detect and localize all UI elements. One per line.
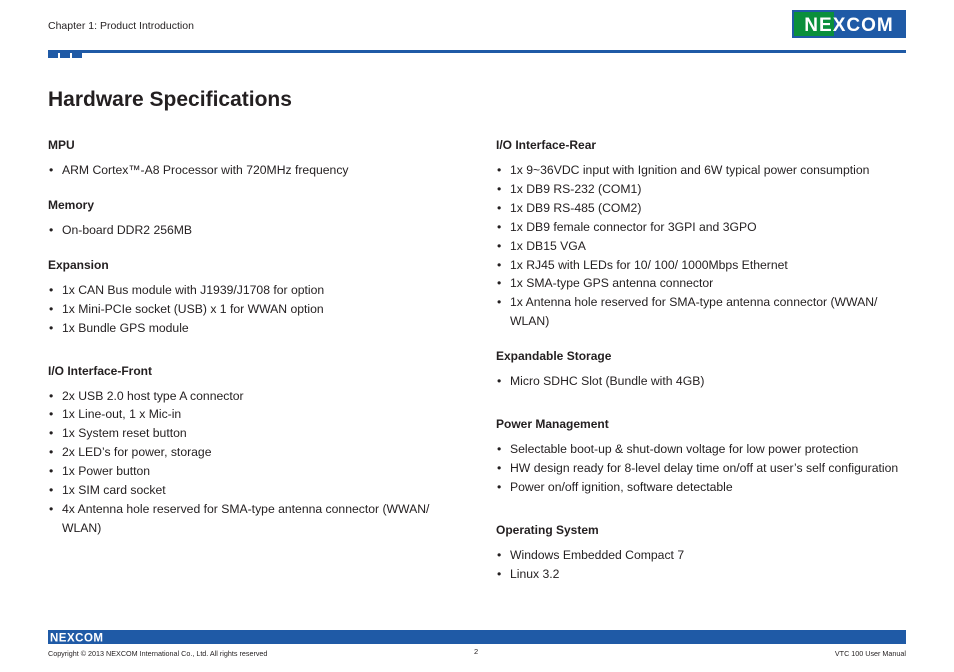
header-squares <box>48 51 82 58</box>
manual-title: VTC 100 User Manual <box>834 649 906 658</box>
section-heading: Expansion <box>48 257 109 272</box>
nexcom-footer-logo <box>50 631 110 643</box>
left-column <box>48 138 468 538</box>
spec-list <box>496 161 916 331</box>
spec-section <box>48 198 468 240</box>
spec-section <box>496 523 916 584</box>
section-heading: Memory <box>48 197 95 212</box>
spec-item: • 1x System reset button <box>48 424 468 443</box>
spec-item: • 1x Line-out, 1 x Mic-in <box>48 405 468 424</box>
nexcom-logo <box>792 10 906 38</box>
spec-item: • 1x SMA-type GPS antenna connector <box>496 274 916 293</box>
spec-item: • 1x Mini-PCIe socket (USB) x 1 for WWAN option <box>48 300 468 319</box>
spec-list <box>496 546 916 584</box>
page-number: 2 <box>474 647 479 656</box>
spec-list <box>496 372 916 391</box>
spec-item: • 4x Antenna hole reserved for SMA-type antenna connector (WWAN/ WLAN) <box>48 500 468 538</box>
section-heading: Power Management <box>496 417 609 432</box>
right-column <box>496 138 916 584</box>
svg-text:NEXCOM: NEXCOM <box>804 15 894 36</box>
spec-list <box>496 440 916 497</box>
spec-item: • ARM Cortex™-A8 Processor with 720MHz frequency <box>48 161 468 180</box>
spec-item: • Micro SDHC Slot (Bundle with 4GB) <box>496 372 916 391</box>
spec-section <box>48 258 468 338</box>
spec-item: • 1x DB9 RS-232 (COM1) <box>496 180 916 199</box>
spec-item: • Power on/off ignition, software detectable <box>496 478 916 497</box>
header-rule <box>48 50 906 53</box>
spec-item: • Linux 3.2 <box>496 565 916 584</box>
spec-item: • 1x Antenna hole reserved for SMA-type antenna connector (WWAN/ WLAN) <box>496 293 916 331</box>
spec-list <box>48 281 468 338</box>
section-heading: Operating System <box>496 522 599 537</box>
spec-item: • 1x CAN Bus module with J1939/J1708 for option <box>48 281 468 300</box>
spec-item: • Windows Embedded Compact 7 <box>496 546 916 565</box>
section-heading: I/O Interface-Front <box>48 363 153 378</box>
section-heading: I/O Interface-Rear <box>496 138 597 152</box>
spec-section <box>48 138 468 180</box>
spec-section <box>496 417 916 497</box>
footer-bar <box>48 630 906 644</box>
footer-copyright: Copyright © 2013 NEXCOM International Co., Ltd. All rights reserved <box>48 649 268 658</box>
spec-item: • 1x DB9 female connector for 3GPI and 3GPO <box>496 218 916 237</box>
spec-list <box>48 387 468 538</box>
section-heading: Expandable Storage <box>496 349 612 364</box>
spec-item: • 1x 9~36VDC input with Ignition and 6W typical power consumption <box>496 161 916 180</box>
spec-item: • 1x RJ45 with LEDs for 10/ 100/ 1000Mbps Ethernet <box>496 256 916 275</box>
chapter-header: Chapter 1: Product Introduction <box>48 20 194 32</box>
spec-list <box>48 161 468 180</box>
spec-item: • 1x DB15 VGA <box>496 237 916 256</box>
spec-item: • 1x DB9 RS-485 (COM2) <box>496 199 916 218</box>
spec-item: • 1x SIM card socket <box>48 481 468 500</box>
section-heading: MPU <box>48 138 75 152</box>
spec-section <box>496 138 916 331</box>
spec-item: • 2x LED’s for power, storage <box>48 443 468 462</box>
page-title: Hardware Specifications <box>48 88 292 111</box>
spec-item: • 1x Bundle GPS module <box>48 319 468 338</box>
spec-item: • 1x Power button <box>48 462 468 481</box>
spec-item: • HW design ready for 8-level delay time on/off at user’s self configuration <box>496 459 916 478</box>
spec-item: • 2x USB 2.0 host type A connector <box>48 387 468 406</box>
spec-section <box>496 349 916 391</box>
spec-item: • On-board DDR2 256MB <box>48 221 468 240</box>
spec-list <box>48 221 468 240</box>
svg-text:NEXCOM: NEXCOM <box>50 632 104 643</box>
spec-section <box>48 364 468 538</box>
spec-item: • Selectable boot-up & shut-down voltage for low power protection <box>496 440 916 459</box>
